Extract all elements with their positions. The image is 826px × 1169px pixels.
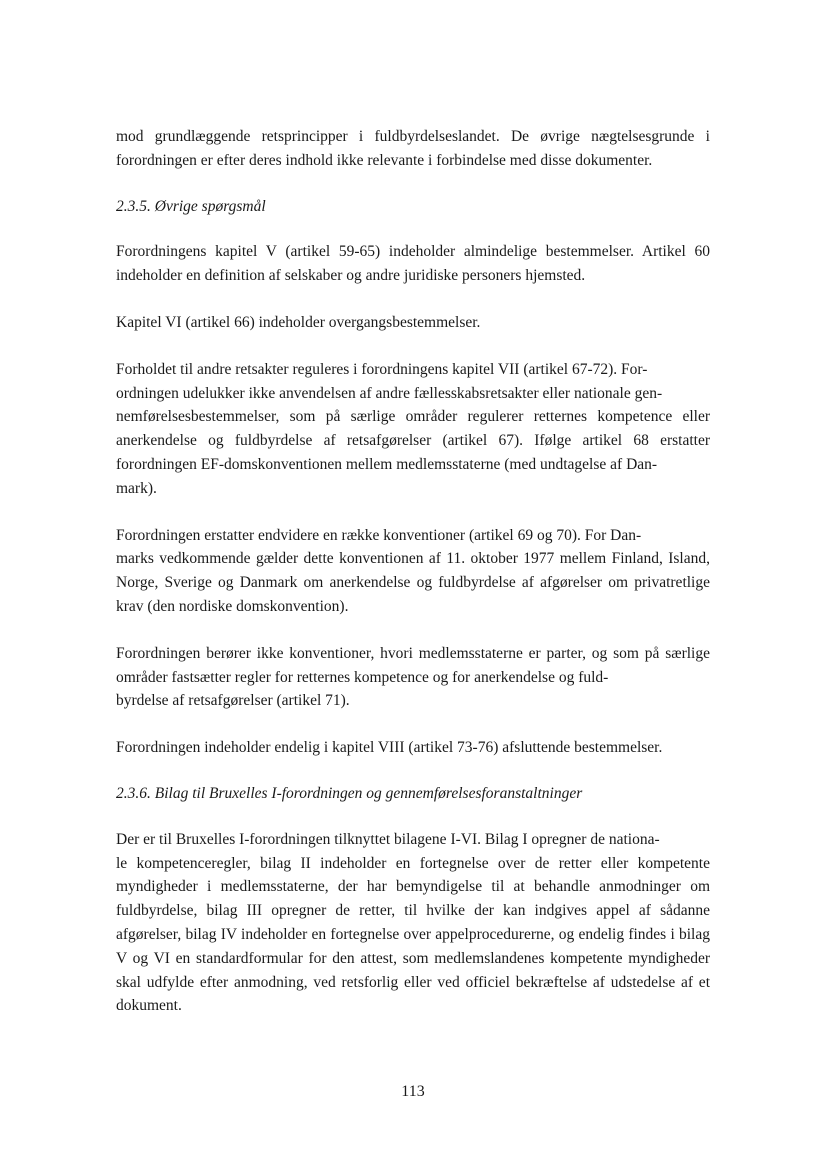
paragraph-8: Der er til Bruxelles I-forordningen tilknyttet bilagene I-VI. Bilag I opregner de nationa- le kompetenceregler, bilag II indeholder en fortegnelse over de retter eller kompetente myndigheder i medlemsstaterne, der har bemyndigelse til at behandle anmodninger om fuldbyrdelse, bilag III opregner de retter, til hvilke der kan indgives appel af sådanne afgørelser, bilag IV indeholder en fortegnelse over appelprocedurerne, og endelig findes i bilag V og VI en standardformular for den attest, som medlemslandenes kompetente myndigheder skal udfylde efter anmodning, ved retsforlig eller ved officiel bekræftelse af udstedelse af et dokument. <box>116 830 710 1015</box>
page-number: 113 <box>401 1083 425 1100</box>
section-heading-2-3-5: 2.3.5. Øvrige spørgsmål <box>116 197 266 215</box>
page-body <box>116 125 710 1018</box>
paragraph-4: Forholdet til andre retsakter reguleres i forordningens kapitel VII (artikel 67-72). For- ordningen udelukker ikke anvendelsen af andre fællesskabsretsakter eller nationale gen- nemførelsesbestemmelser, som på særlige områder regulerer retternes kompetence eller anerkendelse og fuldbyrdelse af retsafgørelser (artikel 67). Ifølge artikel 68 erstatter forordningen EF-domskonventionen mellem medlemsstaterne (med undtagelse af Dan- mark). <box>116 360 710 497</box>
paragraph-7: Forordningen indeholder endelig i kapitel VIII (artikel 73-76) afsluttende bestemmelser. <box>116 739 663 757</box>
paragraph-2: Forordningens kapitel V (artikel 59-65) indeholder almindelige bestemmelser. Artikel 60 indeholder en definition af selskaber og andre juridiske personers hjemsted. <box>116 243 710 285</box>
section-heading-2-3-6: 2.3.6. Bilag til Bruxelles I-forordningen og gennemførelsesforanstaltninger <box>116 784 583 802</box>
paragraph-3: Kapitel VI (artikel 66) indeholder overgangsbestemmelser. <box>116 313 481 331</box>
paragraph-6: Forordningen berører ikke konventioner, hvori medlemsstaterne er parter, og som på særlige områder fastsætter regler for retternes kompetence og for anerkendelse og fuld- byrdelse af retsafgørelser (artikel 71). <box>116 644 710 710</box>
paragraph-5: Forordningen erstatter endvidere en række konventioner (artikel 69 og 70). For Dan- marks vedkommende gælder dette konventionen af 11. oktober 1977 mellem Finland, Island, Norge, Sverige og Danmark om anerkendelse og fuldbyrdelse af afgørelser om privatretlige krav (den nordiske domskonvention). <box>116 526 710 615</box>
paragraph-1: mod grundlæggende retsprincipper i fuldbyrdelseslandet. De øvrige nægtelsesgrunde i forordningen er efter deres indhold ikke relevante i forbindelse med disse dokumenter. <box>116 128 710 169</box>
